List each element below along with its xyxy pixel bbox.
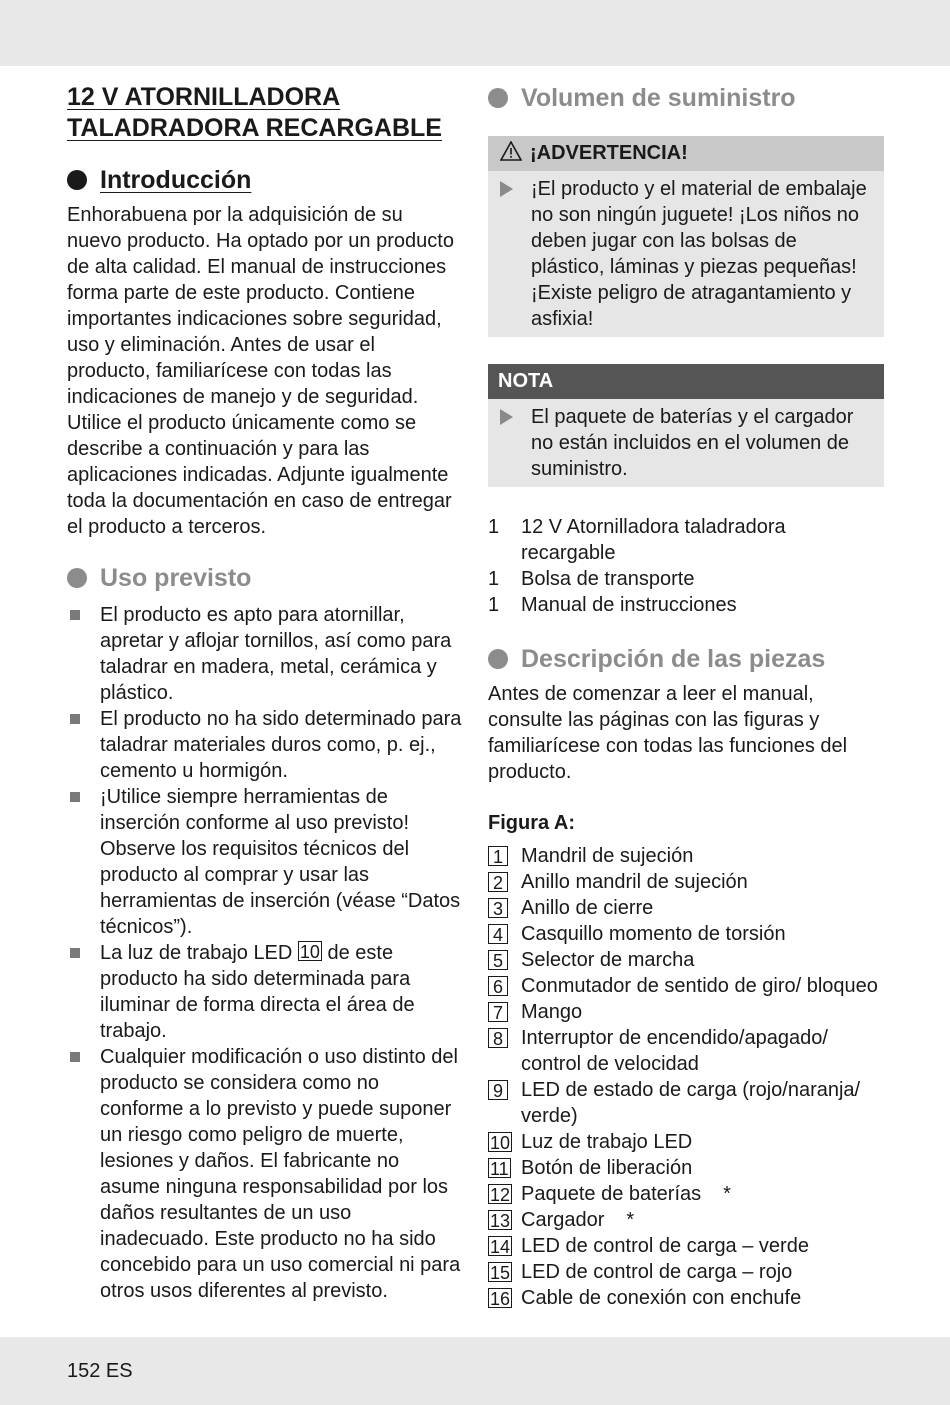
part-number-box: 3 (488, 898, 508, 918)
list-item: El producto no ha sido determinado para taladrar materiales duros como, p. ej., cemento u hormigón. (67, 706, 462, 784)
square-bullet-icon (70, 948, 80, 958)
note-text: El paquete de baterías y el cargador no están incluidos en el volumen de suministro. (531, 406, 854, 480)
right-column (488, 82, 884, 1311)
square-bullet-icon (70, 714, 80, 724)
list-item (488, 843, 884, 869)
part-number-box: 9 (488, 1080, 508, 1100)
note-header: NOTA (488, 364, 884, 399)
list-item (488, 947, 884, 973)
part-name: Botón de liberación (521, 1157, 693, 1179)
list-item (488, 999, 884, 1025)
intro-heading (67, 164, 462, 196)
part-number-box: 5 (488, 950, 508, 970)
supply-list (488, 514, 884, 618)
bullet-dot-icon (488, 88, 508, 108)
warning-text: ¡El producto y el material de embalaje no son ningún juguete! ¡Los niños no deben jugar con las bolsas de plástico, láminas y piezas pequeñas! ¡Existe peligro de atragantamiento y asfixia! (531, 178, 867, 330)
square-bullet-icon (70, 610, 80, 620)
list-item (488, 1155, 884, 1181)
part-number-box: 11 (490, 1159, 509, 1179)
uso-list (67, 602, 462, 1304)
figure-label: Figura A: (488, 812, 576, 834)
part-number-box: 16 (490, 1289, 511, 1309)
parts-list (488, 843, 884, 1311)
list-item (488, 1233, 884, 1259)
document-title (67, 82, 462, 144)
part-name: Luz de trabajo LED (521, 1131, 693, 1153)
part-name: Cargador (521, 1209, 605, 1231)
part-number-box: 12 (490, 1185, 511, 1205)
list-item (488, 1285, 884, 1311)
triangle-arrow-icon (500, 181, 513, 197)
part-number-box: 8 (488, 1028, 508, 1048)
warning-triangle-icon (500, 141, 522, 167)
part-name: LED de control de carga – verde (521, 1235, 809, 1257)
uso-heading (67, 562, 462, 594)
triangle-arrow-icon (500, 409, 513, 425)
list-item (488, 921, 884, 947)
footnote-star: * (626, 1209, 635, 1231)
part-number-box: 1 (488, 846, 508, 866)
volumen-heading (488, 82, 884, 114)
part-name: LED de control de carga – rojo (521, 1261, 793, 1283)
part-name: Cable de conexión con enchufe (521, 1287, 802, 1309)
part-name: Mandril de sujeción (521, 845, 694, 867)
part-name: Anillo mandril de sujeción (521, 871, 748, 893)
list-item (488, 1025, 884, 1077)
part-name: Anillo de cierre (521, 897, 654, 919)
volumen-heading-text: Volumen de suministro (521, 84, 796, 112)
square-bullet-icon (70, 1052, 80, 1062)
list-item (488, 895, 884, 921)
part-number-box: 2 (488, 872, 508, 892)
descripcion-heading-text: Descripción de las piezas (521, 645, 826, 673)
part-number-box: 13 (490, 1211, 511, 1231)
list-item: La luz de trabajo LED 10 de este producto ha sido determinada para iluminar de forma directa el área de trabajo. (67, 940, 462, 1044)
header-band (0, 0, 950, 66)
list-item (488, 1181, 884, 1207)
list-item (488, 973, 884, 999)
part-number-box: 10 (490, 1133, 511, 1153)
bullet-dot-icon (67, 568, 87, 588)
warning-header (488, 136, 884, 171)
page-number: 152 ES (67, 1360, 133, 1382)
table-row: 1 Bolsa de transporte (488, 568, 695, 590)
list-item: Cualquier modificación o uso distinto del producto se considera como no conforme a lo previsto y puede suponer un riesgo como peligro de muerte, lesiones y daños. El fabricante no asume ninguna responsabilidad por los daños resultantes de un uso inadecuado. Este producto no ha sido concebido para un uso comercial ni para otros usos diferentes al previsto. (67, 1044, 462, 1304)
note-body (488, 399, 884, 487)
list-item (488, 1077, 884, 1129)
list-item (488, 1207, 884, 1233)
part-number-box: 7 (488, 1002, 508, 1022)
part-name: Interruptor de encendido/apagado/ control de velocidad (521, 1027, 828, 1075)
table-row: 1 12 V Atornilladora taladradora recargable (488, 516, 786, 564)
descripcion-text: Antes de comenzar a leer el manual, consulte las páginas con las figuras y familiarícese con todas las funciones del producto. (488, 683, 848, 783)
title-line-1: 12 V ATORNILLADORA (67, 83, 341, 111)
part-name: Casquillo momento de torsión (521, 923, 786, 945)
note-box (488, 364, 884, 487)
part-name: LED de estado de carga (rojo/naranja/ verde) (521, 1079, 861, 1127)
intro-text: Enhorabuena por la adquisición de su nuevo producto. Ha optado por un producto de alta calidad. El manual de instrucciones forma parte de este producto. Contiene importantes indicaciones sobre seguridad, uso y eliminación. Antes de usar el producto, familiarícese con todas las indicaciones de manejo y de seguridad. Utilice el producto únicamente como se describe a continuación y para las aplicaciones indicadas. Adjunte igualmente toda la documentación en caso de entregar el producto a terceros. (67, 204, 454, 538)
list-item (488, 869, 884, 895)
list-item: ¡Utilice siempre herramientas de inserción conforme al uso previsto! Observe los requisitos técnicos del producto al comprar y usar las herramientas de inserción (véase “Datos técnicos”). (67, 784, 462, 940)
descripcion-heading (488, 643, 884, 675)
part-number-box: 15 (490, 1263, 511, 1283)
footer-band (0, 1337, 950, 1405)
part-number-box: 10 (299, 942, 320, 962)
warning-box (488, 136, 884, 337)
part-number-box: 4 (488, 924, 508, 944)
part-name: Paquete de baterías (521, 1183, 702, 1205)
title-line-2: TALADRADORA RECARGABLE (67, 114, 442, 142)
part-number-box: 14 (490, 1237, 511, 1257)
intro-heading-text: Introducción (100, 166, 252, 194)
bullet-dot-icon (488, 649, 508, 669)
footnote-star: * (723, 1183, 731, 1205)
part-name: Selector de marcha (521, 949, 695, 971)
list-item: El producto es apto para atornillar, apretar y aflojar tornillos, así como para taladrar en madera, metal, cerámica y plástico. (67, 602, 462, 706)
warning-body (488, 171, 884, 337)
square-bullet-icon (70, 792, 80, 802)
list-item (488, 1129, 884, 1155)
part-name: Conmutador de sentido de giro/ bloqueo (521, 975, 878, 997)
bullet-dot-icon (67, 170, 87, 190)
uso-heading-text: Uso previsto (100, 564, 252, 592)
part-number-box: 6 (488, 976, 508, 996)
list-item (488, 1259, 884, 1285)
part-name: Mango (521, 1001, 583, 1023)
left-column (67, 82, 462, 1304)
warning-label: ¡ADVERTENCIA! (530, 142, 688, 164)
table-row: 1 Manual de instrucciones (488, 594, 737, 616)
